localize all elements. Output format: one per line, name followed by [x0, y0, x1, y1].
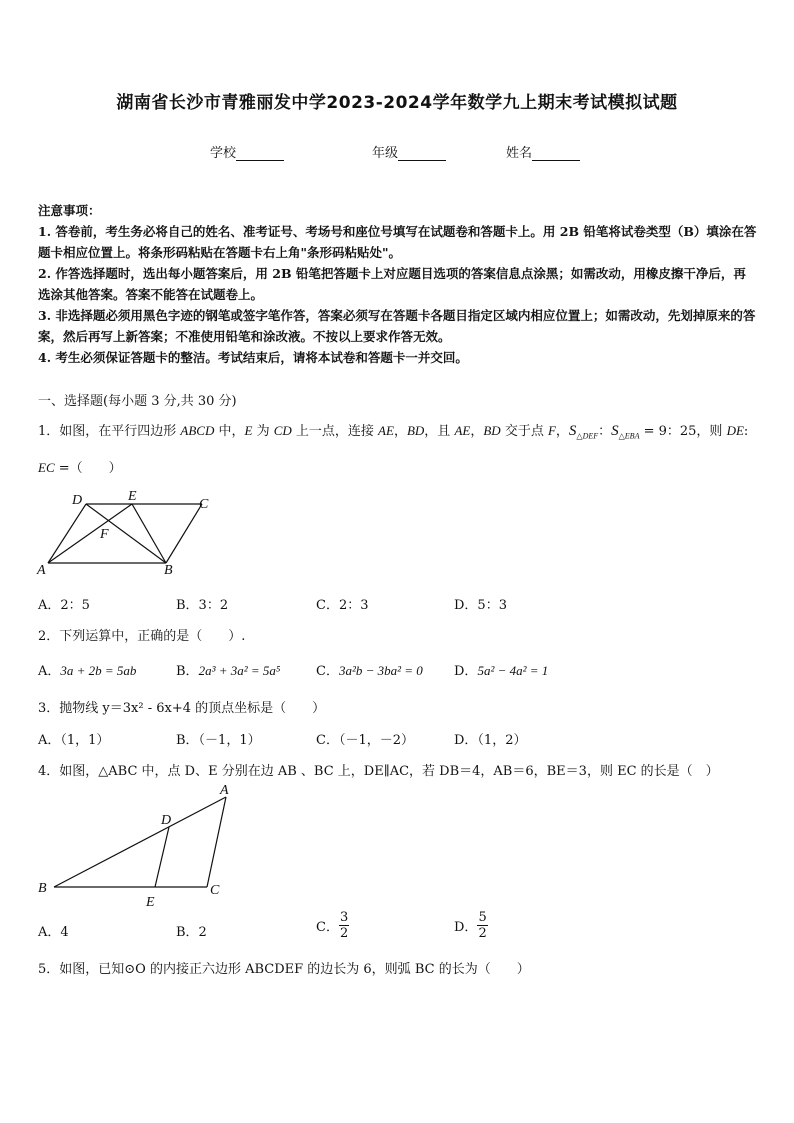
q1-area-sub: △EBA [618, 431, 640, 441]
notice-heading: 注意事项： [38, 203, 101, 218]
segment-bc [166, 504, 202, 563]
question-2-stem: 2．下列运算中，正确的是（ ）. [38, 629, 246, 644]
grade-field[interactable] [372, 142, 446, 161]
label-c: C [199, 497, 209, 512]
segment-ba [54, 797, 226, 887]
q1-text: ， [555, 424, 569, 439]
q4-option-b[interactable] [176, 921, 207, 940]
q1-text: ， [470, 424, 484, 439]
school-blank [236, 148, 284, 161]
fraction [477, 910, 487, 941]
q1-area-symbol: S [568, 423, 577, 439]
question-4-stem: 4．如图，△ABC 中，点 D、E 分别在边 AB 、BC 上，DE∥AC，若 DB＝4，AB＝6，BE＝3，则 EC 的长是（ ） [38, 764, 719, 779]
option-label: D． [454, 664, 478, 679]
q3-option-d[interactable]: D．（1，2） [454, 733, 527, 748]
q1-text: = 9：25，则 [639, 424, 727, 439]
option-label: B． [176, 664, 199, 679]
school-label: 学校 [210, 146, 237, 161]
segment-ae [48, 504, 132, 563]
segment-ed [155, 827, 169, 887]
option-label: A． [38, 664, 61, 679]
notice-block [38, 200, 758, 368]
question-3-stem: 3．抛物线 y＝3x² - 6x+4 的顶点坐标是（ ） [38, 701, 326, 716]
label-f: F [100, 527, 109, 542]
q1-var: AE [454, 423, 471, 438]
question-1-stem-line2 [38, 457, 122, 476]
label-e: E [128, 489, 137, 504]
fraction [339, 910, 349, 941]
label-d: D [72, 493, 83, 508]
notice-item-3: 3. 非选择题必须用黑色字迹的钢笔或签字笔作答，答案必须写在答题卡各题目指定区域内相应位置上；如需改动，先划掉原来的答案，然后再写上新答案；不准使用铅笔和涂改液。不按以上要求作答无效。 [38, 308, 756, 344]
label-a: A [37, 563, 46, 578]
q2-option-a[interactable] [38, 660, 136, 679]
q2-option-b[interactable] [176, 660, 280, 679]
q4-option-c[interactable] [316, 910, 349, 941]
option-expression: 3a²b − 3ba² = 0 [338, 663, 423, 678]
q3-option-b[interactable]: B．（－1，1） [176, 733, 261, 748]
q1-text: 上一点，连接 [291, 424, 379, 439]
q1-area-symbol: S [611, 423, 619, 439]
q1-var: BD [406, 423, 425, 438]
grade-label: 年级 [372, 146, 399, 161]
name-field[interactable] [506, 142, 580, 161]
grade-blank [398, 148, 446, 161]
q4-option-a[interactable] [38, 921, 69, 940]
q1-text: =（ ） [54, 461, 122, 476]
label-c: C [210, 883, 220, 898]
q1-option-d[interactable]: D．5：3 [454, 598, 507, 613]
question-5-stem: 5．如图，已知⊙O 的内接正六边形 ABCDEF 的边长为 6，则弧 BC 的长为（ ） [38, 962, 530, 977]
q2-option-c[interactable] [316, 660, 423, 679]
option-label: C． [316, 664, 339, 679]
notice-item-1: 1. 答卷前，考生务必将自己的姓名、准考证号、考场号和座位号填写在试题卷和答题卡上。用 2B 铅笔将试卷类型（B）填涂在答题卡相应位置上。将条形码粘贴在答题卡右上角"条形码粘贴处"。 [38, 224, 757, 260]
school-field[interactable] [210, 142, 284, 161]
q1-var: CD [273, 423, 292, 438]
numerator: 3 [339, 910, 349, 925]
option-expression: 2a³ + 3a² = 5a⁵ [198, 663, 281, 678]
q1-text: 中， [214, 424, 245, 439]
q1-text: 为 [252, 424, 274, 439]
segment-ca [207, 797, 226, 887]
label-a: A [220, 783, 229, 798]
option-expression: 3a + 2b = 5ab [60, 663, 137, 678]
q4-option-d[interactable] [454, 910, 488, 941]
option-label: A．4 [38, 925, 69, 940]
notice-item-2: 2. 作答选择题时，选出每小题答案后，用 2B 铅笔把答题卡上对应题目选项的答案信息点涂黑；如需改动，用橡皮擦干净后，再选涂其他答案。答案不能答在试题卷上。 [38, 266, 746, 302]
q1-option-c[interactable]: C．2：3 [316, 598, 369, 613]
q1-var: BD [483, 423, 501, 438]
q1-text: ： [598, 424, 612, 439]
name-label: 姓名 [506, 146, 533, 161]
q1-option-b[interactable]: B．3：2 [176, 598, 229, 613]
q1-area-sub: △DEF [576, 431, 599, 441]
denominator: 2 [339, 926, 349, 941]
q1-option-a[interactable]: A．2：5 [38, 598, 90, 613]
label-b: B [164, 563, 173, 578]
q1-var: DE [726, 423, 744, 438]
label-e: E [146, 895, 155, 910]
q1-var: E [244, 423, 253, 438]
q1-text: 1．如图，在平行四边形 [38, 424, 181, 439]
name-blank [532, 148, 580, 161]
q3-option-a[interactable]: A．（1，1） [38, 733, 110, 748]
q4-figure [34, 780, 244, 912]
q1-text: ， [393, 424, 407, 439]
q1-figure [34, 486, 234, 578]
segment-eb [132, 504, 166, 563]
q1-text: 交于点 [500, 424, 548, 439]
option-label: B．2 [176, 925, 207, 940]
option-expression: 5a² − 4a² = 1 [477, 663, 549, 678]
option-label: D． [454, 920, 478, 935]
q1-var: EC [38, 460, 55, 475]
page-title: 湖南省长沙市青雅丽发中学2023-2024学年数学九上期末考试模拟试题 [116, 93, 678, 113]
option-label: C． [316, 920, 339, 935]
q2-option-d[interactable] [454, 660, 548, 679]
segment-ad [48, 504, 86, 563]
question-1-stem [38, 420, 748, 441]
segment-bd [86, 504, 166, 563]
denominator: 2 [478, 926, 487, 941]
label-d: D [161, 813, 172, 828]
q1-text: : [743, 424, 749, 439]
q3-option-c[interactable]: C．（－1，－2） [316, 733, 414, 748]
q1-var: ABCD [180, 423, 215, 438]
q1-text: ，且 [424, 424, 455, 439]
section-heading: 一、选择题(每小题 3 分,共 30 分) [38, 394, 237, 409]
numerator: 5 [478, 910, 487, 925]
notice-item-4: 4. 考生必须保证答题卡的整洁。考试结束后，请将本试卷和答题卡一并交回。 [38, 350, 468, 365]
q1-var: F [547, 423, 556, 438]
label-b: B [38, 881, 47, 896]
q1-var: AE [378, 423, 394, 438]
